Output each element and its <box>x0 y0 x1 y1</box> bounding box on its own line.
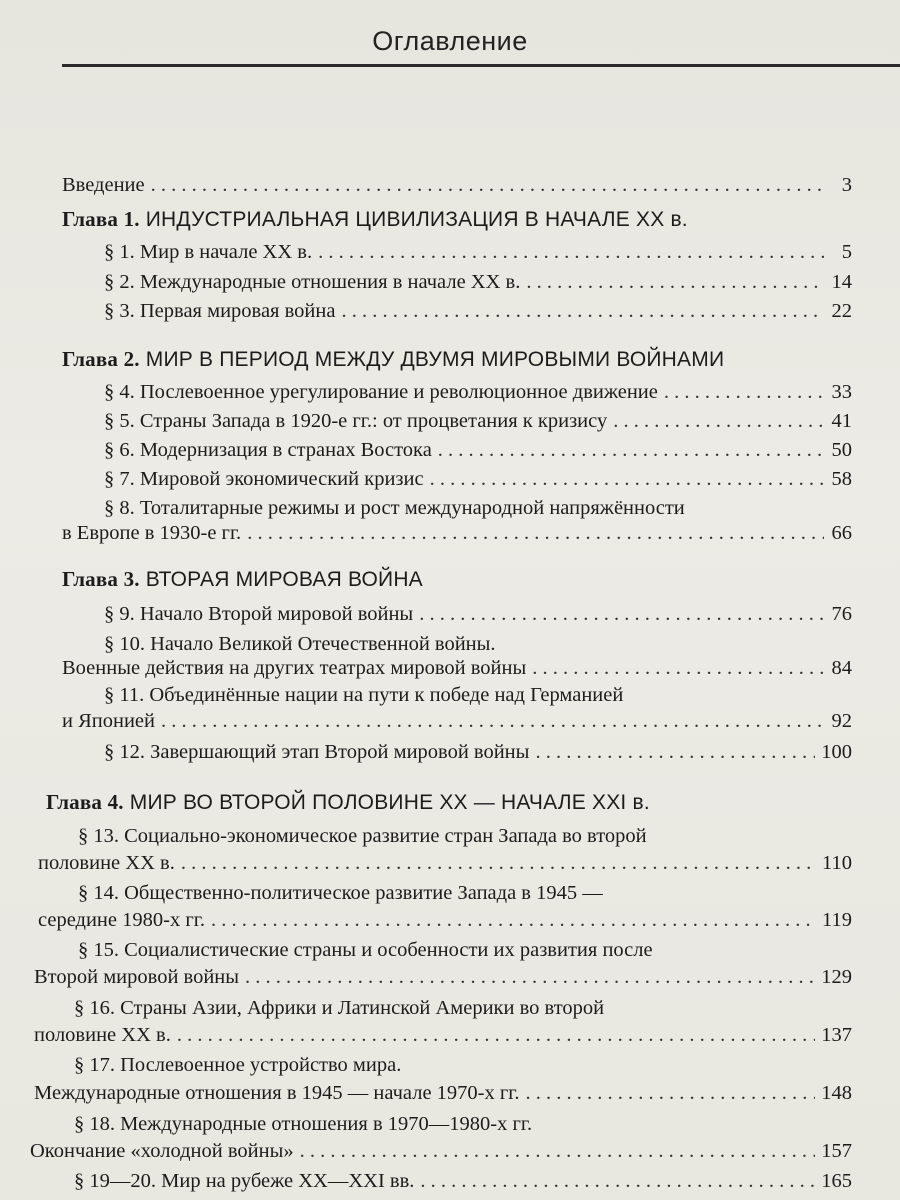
leader-dots <box>526 1080 816 1106</box>
toc-entry[interactable] <box>104 239 852 265</box>
toc-page-number: 129 <box>821 966 852 988</box>
toc-entry-first-line[interactable]: § 11. Объединённые нации на пути к победе над Германией <box>104 684 624 706</box>
chapter-number: Глава 2. <box>62 347 140 371</box>
toc-page-number: 3 <box>841 174 852 196</box>
leader-dots <box>181 850 816 876</box>
toc-entry-label: § 1. Мир в начале XX в. <box>104 241 313 263</box>
toc-entry-first-line[interactable]: § 18. Международные отношения в 1970—1980-х гг. <box>74 1113 533 1135</box>
toc-entry-label: § 9. Начало Второй мировой войны <box>104 603 414 625</box>
leader-dots <box>211 907 816 933</box>
chapter-number: Глава 3. <box>62 567 140 591</box>
toc-entry-label: § 6. Модернизация в странах Востока <box>104 439 432 461</box>
toc-entry-label: § 7. Мировой экономический кризис <box>104 468 424 490</box>
leader-dots <box>532 655 824 681</box>
leader-dots <box>151 172 824 198</box>
toc-entry[interactable] <box>34 964 852 990</box>
leader-dots <box>247 520 824 546</box>
leader-dots <box>177 1022 815 1048</box>
toc-entry[interactable] <box>104 298 852 324</box>
leader-dots <box>430 466 824 492</box>
leader-dots <box>438 437 824 463</box>
toc-entry-first-line[interactable]: § 17. Послевоенное устройство мира. <box>74 1054 402 1076</box>
toc-page-number: 157 <box>821 1140 852 1162</box>
chapter-heading-3[interactable] <box>62 566 423 593</box>
toc-entry-label: половине XX в. <box>38 852 175 874</box>
toc-page-number: 66 <box>831 522 852 544</box>
toc-entry[interactable] <box>62 708 852 734</box>
toc-entry-label: § 19—20. Мир на рубеже XX—XXI вв. <box>74 1170 415 1192</box>
leader-dots <box>245 964 815 990</box>
toc-entry-first-line[interactable]: § 8. Тоталитарные режимы и рост международной напряжённости <box>104 497 685 519</box>
toc-entry[interactable] <box>104 739 852 765</box>
toc-entry-label: половине XX в. <box>34 1024 171 1046</box>
page-title: Оглавление <box>372 26 528 56</box>
toc-page-number: 14 <box>831 271 852 293</box>
toc-entry[interactable] <box>74 1168 852 1194</box>
toc-entry[interactable] <box>34 1022 852 1048</box>
chapter-number: Глава 1. <box>62 207 140 231</box>
toc-entry[interactable] <box>104 601 852 627</box>
chapter-heading-2[interactable] <box>62 346 724 373</box>
toc-entry[interactable] <box>104 379 852 405</box>
toc-page-number: 22 <box>831 300 852 322</box>
toc-entry-label: середине 1980-х гг. <box>38 909 205 931</box>
toc-entry-label: § 3. Первая мировая война <box>104 300 336 322</box>
leader-dots <box>526 269 824 295</box>
chapter-heading-1[interactable] <box>62 206 688 233</box>
toc-entry[interactable] <box>62 655 852 681</box>
toc-entry[interactable] <box>38 907 852 933</box>
leader-dots <box>535 739 815 765</box>
toc-entry-first-line[interactable]: § 16. Страны Азии, Африки и Латинской Америки во второй <box>74 997 605 1019</box>
toc-entry[interactable] <box>38 850 852 876</box>
toc-page-number: 92 <box>831 710 852 732</box>
toc-page-number: 110 <box>822 852 852 874</box>
toc-entry-label: Международные отношения в 1945 — начале 1970-х гг. <box>34 1082 520 1104</box>
toc-page-number: 33 <box>831 381 852 403</box>
leader-dots <box>664 379 824 405</box>
chapter-title: ВТОРАЯ МИРОВАЯ ВОЙНА <box>145 568 423 591</box>
toc-page-number: 5 <box>841 241 852 263</box>
toc-entry-intro[interactable] <box>62 172 852 198</box>
toc-entry[interactable] <box>104 437 852 463</box>
toc-entry[interactable] <box>30 1138 852 1164</box>
toc-entry-label: Второй мировой войны <box>34 966 240 988</box>
leader-dots <box>300 1138 816 1164</box>
leader-dots <box>161 708 824 734</box>
toc-page-number: 84 <box>831 657 852 679</box>
chapter-title: МИР В ПЕРИОД МЕЖДУ ДВУМЯ МИРОВЫМИ ВОЙНАМИ <box>145 348 725 371</box>
toc-entry[interactable] <box>34 1080 852 1106</box>
toc-entry-first-line[interactable]: § 15. Социалистические страны и особенности их развития после <box>78 939 653 961</box>
leader-dots <box>613 408 824 434</box>
toc-entry-label: § 12. Завершающий этап Второй мировой войны <box>104 741 530 763</box>
toc-page-number: 137 <box>821 1024 852 1046</box>
leader-dots <box>420 1168 815 1194</box>
leader-dots <box>419 601 824 627</box>
chapter-title: ИНДУСТРИАЛЬНАЯ ЦИВИЛИЗАЦИЯ В НАЧАЛЕ XX в. <box>145 208 688 231</box>
toc-entry-label: § 2. Международные отношения в начале XX в. <box>104 271 521 293</box>
toc-page-number: 76 <box>831 603 852 625</box>
leader-dots <box>318 239 824 265</box>
toc-entry[interactable] <box>62 520 852 546</box>
toc-entry-label: Введение <box>62 174 145 196</box>
toc-entry-label: § 4. Послевоенное урегулирование и революционное движение <box>104 381 658 403</box>
toc-entry-label: в Европе в 1930-е гг. <box>62 522 242 544</box>
toc-page-number: 58 <box>831 468 852 490</box>
toc-entry-label: § 5. Страны Запада в 1920-е гг.: от процветания к кризису <box>104 410 608 432</box>
chapter-title: МИР ВО ВТОРОЙ ПОЛОВИНЕ XX — НАЧАЛЕ XXI в. <box>129 791 650 814</box>
toc-page-number: 50 <box>831 439 852 461</box>
toc-page-number: 119 <box>822 909 852 931</box>
toc-entry-label: Окончание «холодной войны» <box>30 1140 294 1162</box>
leader-dots <box>341 298 824 324</box>
header-rule <box>62 64 900 67</box>
toc-entry[interactable] <box>104 466 852 492</box>
toc-entry[interactable] <box>104 408 852 434</box>
toc-page-number: 41 <box>831 410 852 432</box>
toc-entry-first-line[interactable]: § 14. Общественно-политическое развитие Запада в 1945 — <box>78 882 603 904</box>
toc-entry[interactable] <box>104 269 852 295</box>
toc-entry-label: и Японией <box>62 710 156 732</box>
toc-page-number: 100 <box>821 741 852 763</box>
toc-entry-label: Военные действия на других театрах мировой войны <box>62 657 527 679</box>
toc-page-number: 165 <box>821 1170 852 1192</box>
toc-entry-first-line[interactable]: § 10. Начало Великой Отечественной войны. <box>104 633 496 655</box>
chapter-number: Глава 4. <box>46 790 124 814</box>
toc-page-number: 148 <box>821 1082 852 1104</box>
toc-entry-first-line[interactable]: § 13. Социально-экономическое развитие стран Запада во второй <box>78 825 647 847</box>
chapter-heading-4[interactable] <box>46 789 650 816</box>
